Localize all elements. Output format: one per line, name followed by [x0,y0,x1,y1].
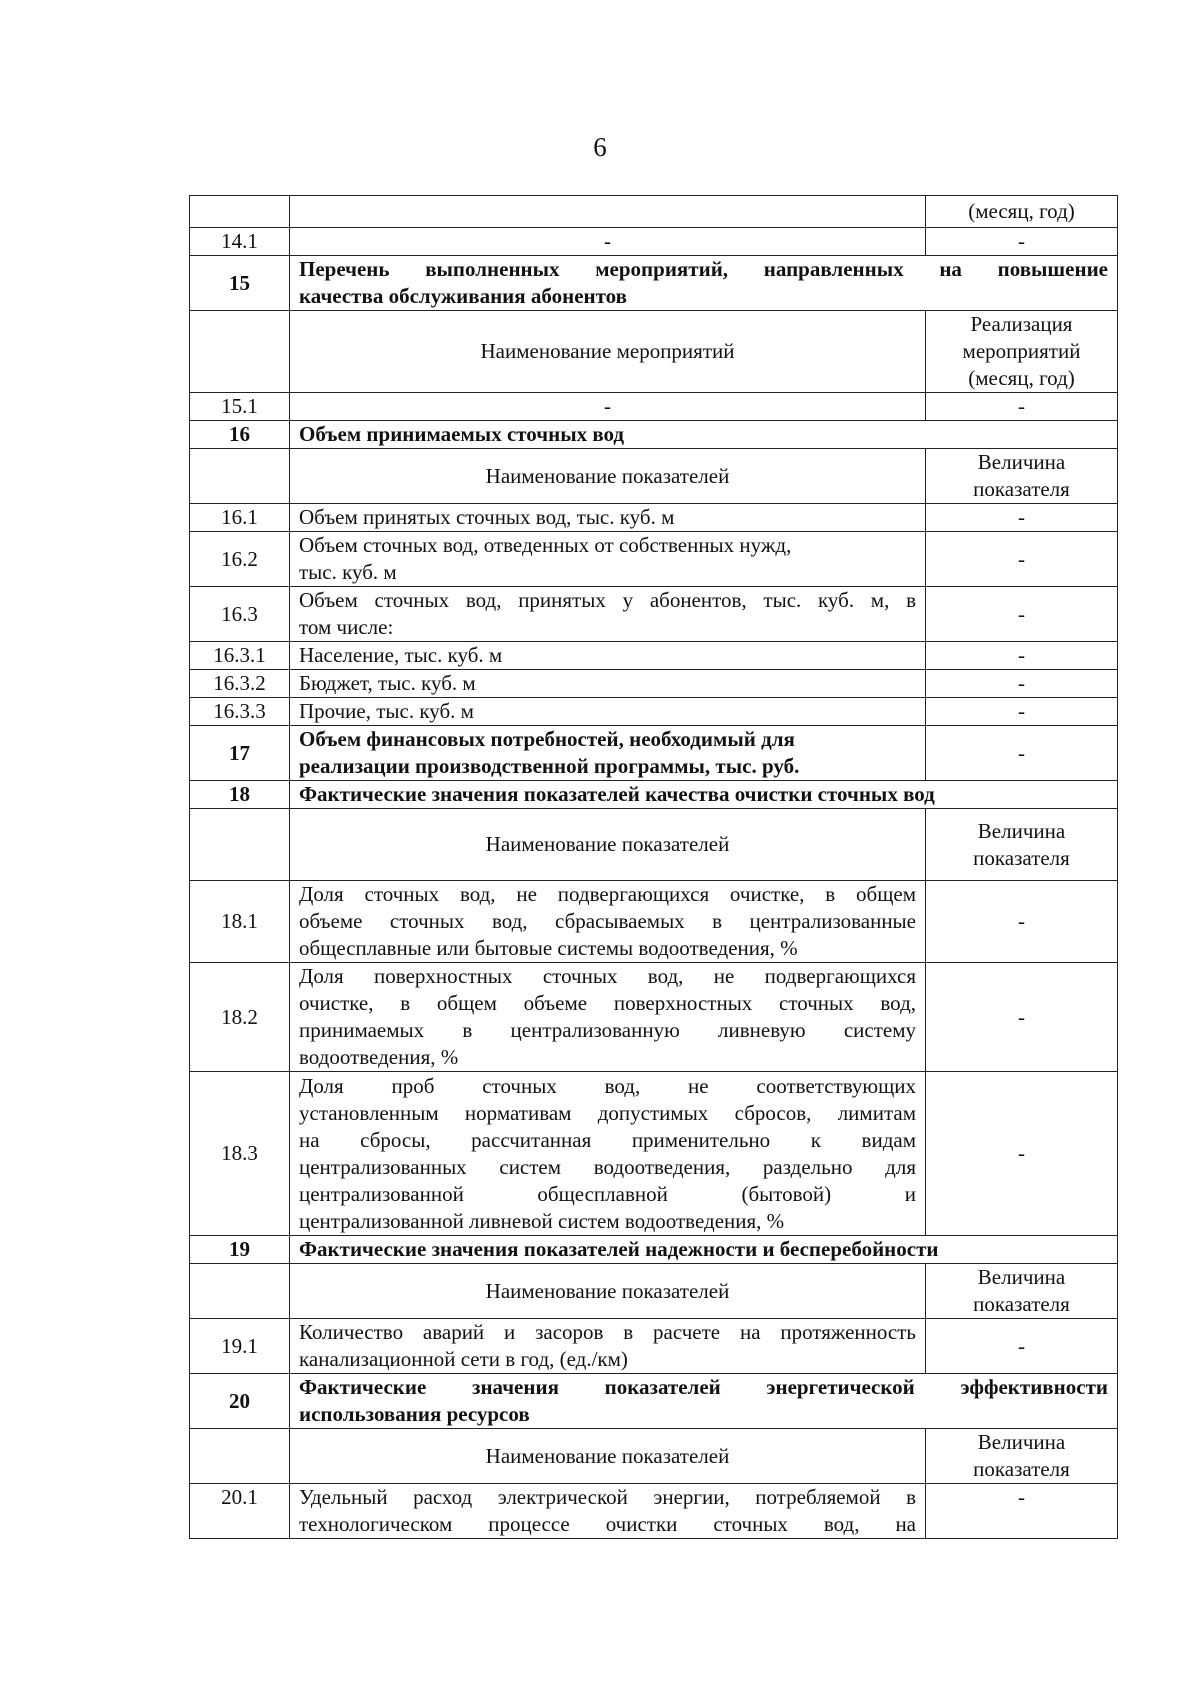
row-name [290,1072,926,1236]
section-title-line: качества обслуживания абонентов [299,284,627,308]
table-row [190,504,1118,532]
table-row [190,228,1118,256]
row-name-line: централизованной общесплавной (бытовой) и [299,1181,916,1206]
row-value: - [926,1319,1118,1374]
section-title-line: Фактические значения показателей энергетической эффективности [299,1375,1108,1399]
row-name: Объем принятых сточных вод, тыс. куб. м [290,504,926,532]
row-name-line: очистке, в общем объеме поверхностных сточных вод, [299,991,916,1015]
table-row [190,963,1118,1072]
section-row [190,726,1118,781]
row-value: - [926,504,1118,532]
section-number: 18 [190,781,290,809]
row-value: - [926,587,1118,642]
row-name [290,963,926,1072]
section-number: 19 [190,1236,290,1264]
row-number: 16.3.3 [190,698,290,726]
section-row [190,1374,1118,1429]
row-number: 16.3.2 [190,670,290,698]
section-row [190,421,1118,449]
column-header-value [926,1429,1118,1484]
row-number: 16.1 [190,504,290,532]
row-name-line: установленным нормативам допустимых сбросов, лимитам [299,1100,916,1125]
table-row [190,532,1118,587]
column-header-name: Наименование мероприятий [290,311,926,393]
header-row [190,1429,1118,1484]
row-name [290,1484,926,1539]
header-line: показателя [973,1457,1070,1481]
row-name-line: Доля поверхностных сточных вод, не подвергающихся [299,964,916,988]
row-value: - [926,642,1118,670]
row-name-line: Доля проб сточных вод, не соответствующих [299,1073,916,1098]
header-row [190,809,1118,881]
row-name: - [290,228,926,256]
section-title: Фактические значения показателей надежности и бесперебойности [290,1236,1118,1264]
section-title [290,1374,1118,1429]
column-header-name: Наименование показателей [290,809,926,881]
header-row [190,311,1118,393]
header-line: показателя [973,1292,1070,1316]
column-header-name: Наименование показателей [290,1264,926,1319]
indicators-table [189,195,1118,1539]
section-title [290,726,926,781]
column-header-value [926,1264,1118,1319]
table-row [190,642,1118,670]
header-line: Величина [977,450,1066,474]
row-value: - [926,1072,1118,1236]
row-value: - [926,393,1118,421]
section-row [190,781,1118,809]
row-number [190,196,290,228]
row-name-line: принимаемых в централизованную ливневую систему [299,1018,916,1042]
header-line: мероприятий [962,339,1081,363]
section-title-line: Перечень выполненных мероприятий, направленных на повышение [299,257,1108,281]
section-number: 16 [190,421,290,449]
row-number: 14.1 [190,228,290,256]
row-value: - [926,726,1118,781]
table-row [190,1072,1118,1236]
row-name-line: технологическом процессе очистки сточных вод, на [299,1512,916,1536]
table-row [190,1319,1118,1374]
column-header-value [926,311,1118,393]
header-line: Реализация [970,312,1073,336]
column-header-value [926,809,1118,881]
row-number: 19.1 [190,1319,290,1374]
section-number: 20 [190,1374,290,1429]
row-number: 15.1 [190,393,290,421]
row-name [290,881,926,963]
section-title-line: использования ресурсов [299,1402,530,1426]
row-name [290,1319,926,1374]
row-name-line: на сбросы, рассчитанная применительно к видам [299,1127,916,1152]
empty-cell [190,449,290,504]
table-row [190,670,1118,698]
row-name [290,532,926,587]
row-number: 16.2 [190,532,290,587]
section-title-line: реализации производственной программы, тыс. руб. [299,754,800,778]
column-header-name: Наименование показателей [290,449,926,504]
row-value: (месяц, год) [926,196,1118,228]
header-line: показателя [973,845,1070,870]
row-name: Население, тыс. куб. м [290,642,926,670]
empty-cell [190,809,290,881]
page-number: 6 [593,132,607,162]
row-number: 16.3.1 [190,642,290,670]
row-name-line: тыс. куб. м [299,560,397,584]
row-name-line: общесплавные или бытовые системы водоотведения, % [299,936,798,960]
row-value: - [926,963,1118,1072]
empty-cell [190,311,290,393]
row-name [290,196,926,228]
column-header-value [926,449,1118,504]
header-row [190,1264,1118,1319]
header-line: показателя [973,477,1070,501]
row-name-line: Доля сточных вод, не подвергающихся очистке, в общем [299,882,916,906]
row-name-line: водоотведения, % [299,1045,459,1069]
row-name-line: Количество аварий и засоров в расчете на протяженность [299,1320,916,1344]
row-number: 18.3 [190,1072,290,1236]
header-line: (месяц, год) [968,366,1075,390]
row-number: 18.2 [190,963,290,1072]
section-title: Фактические значения показателей качества очистки сточных вод [290,781,1118,809]
section-row [190,256,1118,311]
section-row [190,1236,1118,1264]
header-line: Величина [977,1265,1066,1289]
section-number: 17 [190,726,290,781]
table-row [190,698,1118,726]
row-name: Прочие, тыс. куб. м [290,698,926,726]
row-value: - [926,1484,1118,1539]
row-value: - [926,532,1118,587]
header-line: Величина [977,818,1066,843]
row-name [290,587,926,642]
row-value: - [926,698,1118,726]
table-row [190,881,1118,963]
row-number: 20.1 [190,1484,290,1539]
row-name-line: том числе: [299,615,394,639]
row-name-line: Объем сточных вод, отведенных от собственных нужд, [299,533,792,557]
row-name-line: Удельный расход электрической энергии, потребляемой в [299,1485,916,1509]
header-row [190,449,1118,504]
table-row [190,393,1118,421]
row-name: Бюджет, тыс. куб. м [290,670,926,698]
section-title-line: Объем финансовых потребностей, необходимый для [299,727,795,751]
section-title: Объем принимаемых сточных вод [290,421,1118,449]
row-name: - [290,393,926,421]
table-row [190,1484,1118,1539]
row-value: - [926,881,1118,963]
row-value: - [926,228,1118,256]
row-number: 16.3 [190,587,290,642]
header-line: Величина [977,1430,1066,1454]
empty-cell [190,1429,290,1484]
row-name-line: канализационной сети в год, (ед./км) [299,1347,628,1371]
row-name-line: объеме сточных вод, сбрасываемых в централизованные [299,909,916,933]
row-value: - [926,670,1118,698]
empty-cell [190,1264,290,1319]
column-header-name: Наименование показателей [290,1429,926,1484]
table-row [190,587,1118,642]
row-name-line: Объем сточных вод, принятых у абонентов, тыс. куб. м, в [299,588,916,612]
row-number: 18.1 [190,881,290,963]
table-row [190,196,1118,228]
row-name-line: централизованной ливневой систем водоотведения, % [299,1208,785,1233]
row-name-line: централизованных систем водоотведения, раздельно для [299,1154,916,1179]
section-title [290,256,1118,311]
section-number: 15 [190,256,290,311]
